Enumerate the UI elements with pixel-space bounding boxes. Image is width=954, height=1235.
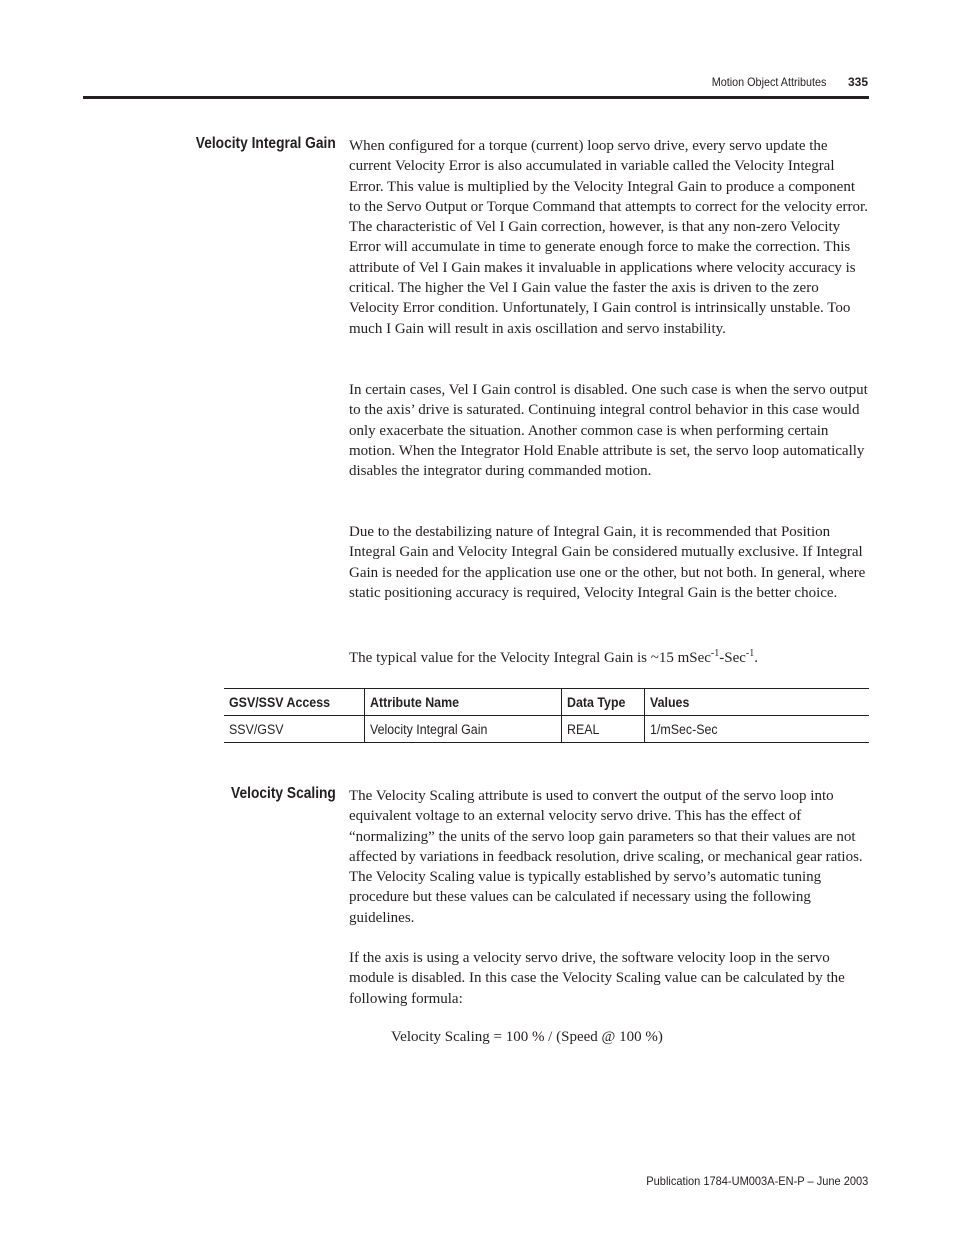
table-cell: Velocity Integral Gain [365, 716, 562, 743]
section-heading-velocity-scaling: Velocity Scaling [231, 785, 336, 802]
paragraph: If the axis is using a velocity servo drive, the software velocity loop in the servo module is disabled. In this case the Velocity Scaling value can be calculated by the following formula: [349, 950, 845, 1007]
paragraph: Due to the destabilizing nature of Integral Gain, it is recommended that Position Integral Gain and Velocity Integral Gain be considered mutually exclusive. If Integral Gain is needed for the application use one or the other, but not both. In general, where static positioning accuracy is required, Velocity Integral Gain is the better choice. [349, 524, 866, 601]
formula: Velocity Scaling = 100 % / (Speed @ 100 %) [391, 1029, 663, 1045]
section-heading-velocity-integral-gain: Velocity Integral Gain [196, 135, 336, 152]
typical-value-text: The typical value for the Velocity Integral Gain is ~15 mSec [349, 650, 711, 666]
exponent: -1 [745, 648, 755, 659]
page-number: 335 [847, 75, 868, 89]
paragraph: When configured for a torque (current) loop servo drive, every servo update the current Velocity Error is also accumulated in variable called the Velocity Integral Error. This value is multiplied by the Velocity Integral Gain to produce a component to the Servo Output or Torque Command that attempts to correct for the velocity error. The characteristic of Vel I Gain correction, however, is that any non-zero Velocity Error will accumulate in time to generate enough force to make the correction. This attribute of Vel I Gain makes it invaluable in applications where velocity accuracy is critical. The higher the Vel I Gain value the faster the axis is driven to the zero Velocity Error condition. Unfortunately, I Gain control is intrinsically unstable. Too much I Gain will result in axis oscillation and servo instability. [349, 138, 868, 337]
header-rule [83, 96, 869, 99]
exponent: -1 [710, 648, 720, 659]
table-row [224, 716, 869, 743]
table-cell: SSV/GSV [224, 716, 365, 743]
table-header-row [224, 689, 869, 716]
paragraph: In certain cases, Vel I Gain control is disabled. One such case is when the servo output to the axis’ drive is saturated. Continuing integral control behavior in this case would only exacerbate the situation. Another common case is when performing certain motion. When the Integrator Hold Enable attribute is set, the servo loop automatically disables the integrator during commanded motion. [349, 382, 868, 480]
attribute-table [224, 688, 869, 743]
period: . [754, 650, 758, 666]
running-header-title: Motion Object Attributes [711, 75, 826, 89]
table-cell: REAL [562, 716, 645, 743]
column-header: GSV/SSV Access [224, 689, 365, 716]
typical-value-unit: -Sec [719, 650, 746, 666]
table-cell: 1/mSec-Sec [645, 716, 870, 743]
column-header: Data Type [562, 689, 645, 716]
publication-footer: Publication 1784-UM003A-EN-P – June 2003 [646, 1174, 868, 1188]
column-header: Attribute Name [365, 689, 562, 716]
column-header: Values [645, 689, 870, 716]
typical-value-paragraph [349, 648, 869, 668]
paragraph: The Velocity Scaling attribute is used to convert the output of the servo loop into equivalent voltage to an external velocity servo drive. This has the effect of “normalizing” the units of the servo loop gain parameters so that their values are not affected by variations in feedback resolution, drive scaling, or mechanical gear ratios. The Velocity Scaling value is typically established by servo’s automatic tuning procedure but these values can be calculated if necessary using the following guidelines. [349, 788, 863, 926]
